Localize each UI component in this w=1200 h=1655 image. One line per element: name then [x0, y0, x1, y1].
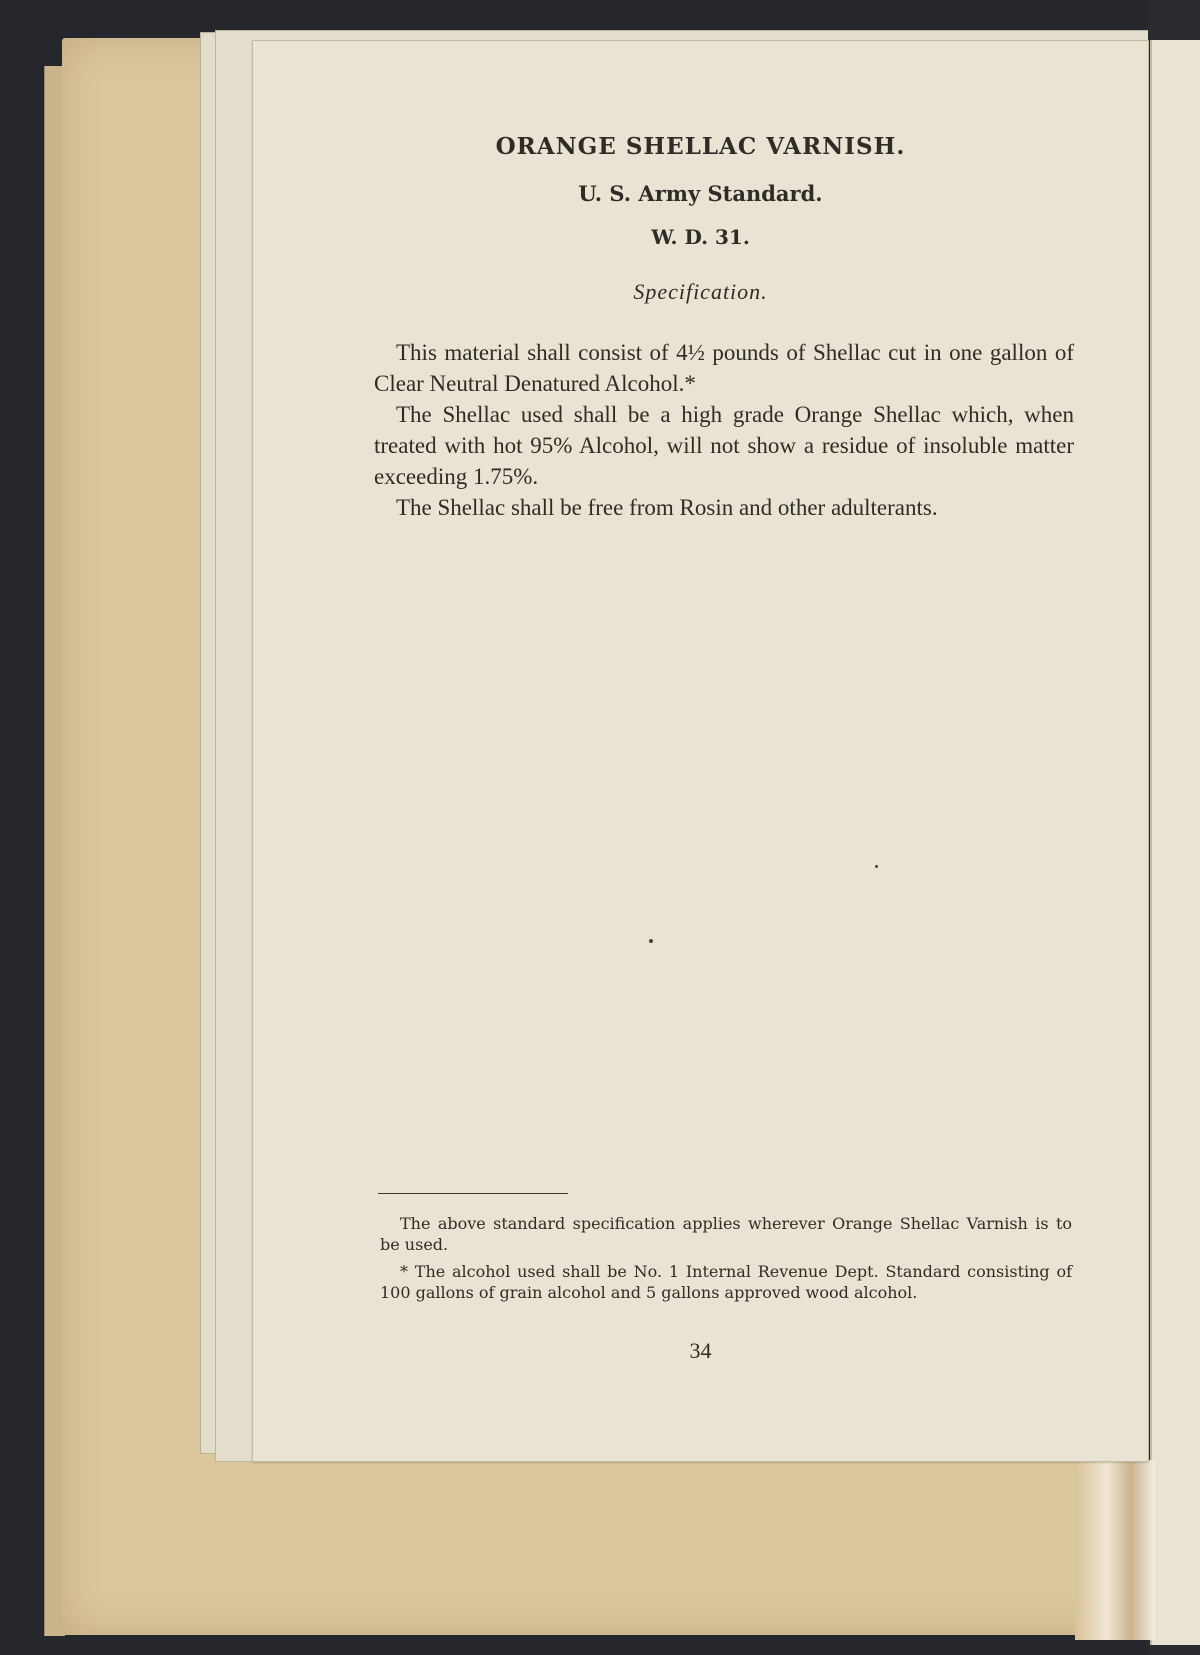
page-subtitle: U. S. Army Standard. [578, 181, 823, 206]
paragraph-grade: The Shellac used shall be a high grade Orange Shellac which, when treated with hot 95% Alcohol, will not show a residue of insoluble matter exceeding 1.75%. [374, 402, 1074, 489]
specification-body [374, 337, 1074, 523]
binding-tear [1075, 1460, 1155, 1640]
footnote-applicability: The above standard specification applies wherever Orange Shellac Varnish is to be used. [380, 1214, 1072, 1254]
footnote-alcohol: * The alcohol used shall be No. 1 Internal Revenue Dept. Standard consisting of 100 gallons of grain alcohol and 5 gallons approved wood alcohol. [380, 1262, 1072, 1302]
footnote-rule [378, 1193, 568, 1194]
paragraph-purity: The Shellac shall be free from Rosin and other adulterants. [396, 495, 938, 520]
standard-designation: W. D. 31. [651, 225, 750, 249]
printed-page [252, 40, 1149, 1462]
paper-speck [875, 865, 878, 868]
section-heading: Specification. [633, 279, 768, 304]
facing-page-edge [1150, 40, 1200, 1645]
footnotes [380, 1213, 1072, 1309]
page-number: 34 [689, 1338, 712, 1363]
paragraph-composition: This material shall consist of 4½ pounds of Shellac cut in one gallon of Clear Neutral Denatured Alcohol.* [374, 340, 1074, 396]
page-title: ORANGE SHELLAC VARNISH. [495, 133, 906, 160]
paper-speck [649, 939, 653, 943]
